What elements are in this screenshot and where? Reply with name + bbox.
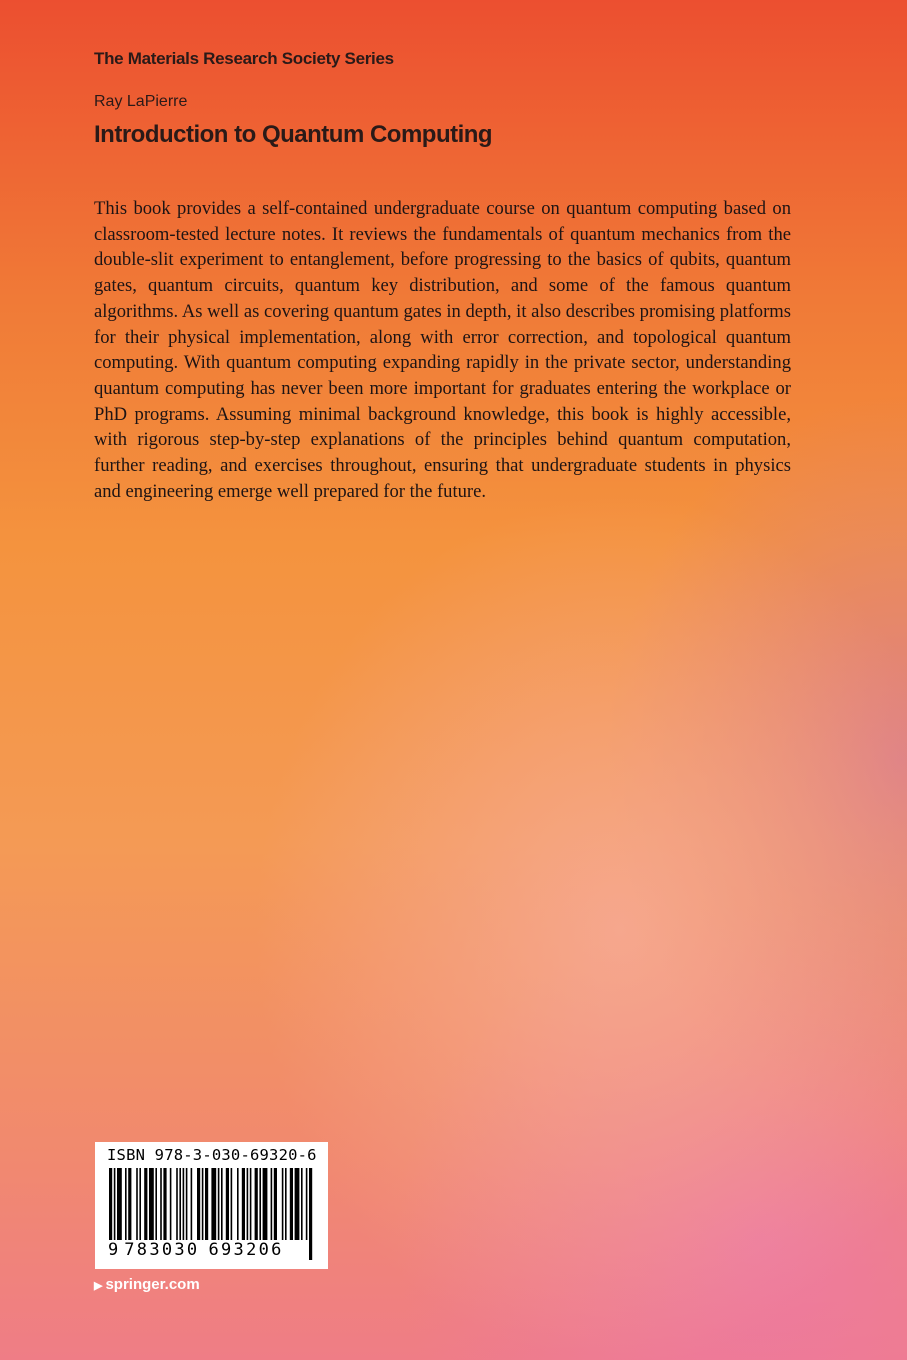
ean-digits [107, 1240, 317, 1260]
barcode-bar [221, 1168, 223, 1240]
barcode-bar [191, 1168, 193, 1240]
barcode-bar [149, 1168, 154, 1240]
barcode-bar [125, 1168, 127, 1240]
barcode-bar [274, 1168, 277, 1240]
barcode-bar [271, 1168, 273, 1240]
book-description: This book provides a self-contained undergraduate course on quantum computing based on classroom-tested lecture notes. It reviews the fundamentals of quantum mechanics from the double-slit experiment to entanglement, before progressing to the basics of qubits, quantum gates, quantum circuits, quantum key distribution, and some of the famous quantum algorithms. As well as covering quantum gates in depth, it also describes promising platforms for their physical implementation, along with error correction, and topological quantum computing. With quantum computing expanding rapidly in the private sector, understanding quantum computing has never been more important for graduates entering the workplace or PhD programs. Assuming minimal background knowledge, this book is highly accessible, with rigorous step-by-step explanations of the principles behind quantum computation, further reading, and exercises throughout, ensuring that undergraduate students in physics and engineering emerge well prepared for the future. [94, 198, 791, 502]
barcode-bar [285, 1168, 287, 1240]
barcode-bar [202, 1168, 204, 1240]
barcode-bar [242, 1168, 245, 1240]
isbn-barcode [95, 1142, 328, 1269]
barcode-bar [250, 1168, 252, 1240]
barcode-bar [259, 1168, 261, 1240]
barcode-bar [306, 1168, 308, 1240]
barcode-bar [186, 1168, 188, 1240]
barcode-bar [218, 1168, 220, 1240]
barcode-bar [183, 1168, 185, 1240]
publisher-site-text: springer.com [105, 1276, 200, 1293]
barcode-bar [163, 1168, 166, 1240]
barcode-bar [114, 1168, 116, 1240]
barcode-bar [226, 1168, 229, 1240]
ean-lead-digit: 9 [108, 1240, 119, 1260]
author-name: Ray LaPierre [94, 93, 188, 110]
barcode-bar [231, 1168, 233, 1240]
isbn-number: ISBN 978-3-030-69320-6 [107, 1146, 317, 1164]
barcode-bar [179, 1168, 181, 1240]
barcode-bar [144, 1168, 147, 1240]
barcode-bar [263, 1168, 268, 1240]
arrow-icon: ▶ [94, 1280, 103, 1292]
barcode-bar [290, 1168, 293, 1240]
barcode-bar [160, 1168, 162, 1240]
barcode-bar [117, 1168, 122, 1240]
ean-left-group: 783030 [124, 1240, 200, 1260]
barcode-bar [237, 1168, 239, 1240]
barcode-bar [155, 1168, 157, 1240]
barcode-bar [255, 1168, 258, 1240]
barcode-bar [301, 1168, 303, 1240]
barcode-bar [247, 1168, 249, 1240]
barcode-bar [128, 1168, 131, 1240]
barcode-bar [295, 1168, 300, 1240]
barcode-bar [136, 1168, 138, 1240]
ean-right-group: 693206 [208, 1240, 284, 1260]
series-name: The Materials Research Society Series [94, 49, 394, 68]
barcode-bar [170, 1168, 172, 1240]
publisher-link[interactable] [94, 1276, 200, 1293]
barcode-bar [139, 1168, 141, 1240]
book-title: Introduction to Quantum Computing [94, 121, 493, 148]
barcode-bar [205, 1168, 208, 1240]
barcode-bar [176, 1168, 178, 1240]
barcode-bar [282, 1168, 284, 1240]
barcode-bar [197, 1168, 200, 1240]
